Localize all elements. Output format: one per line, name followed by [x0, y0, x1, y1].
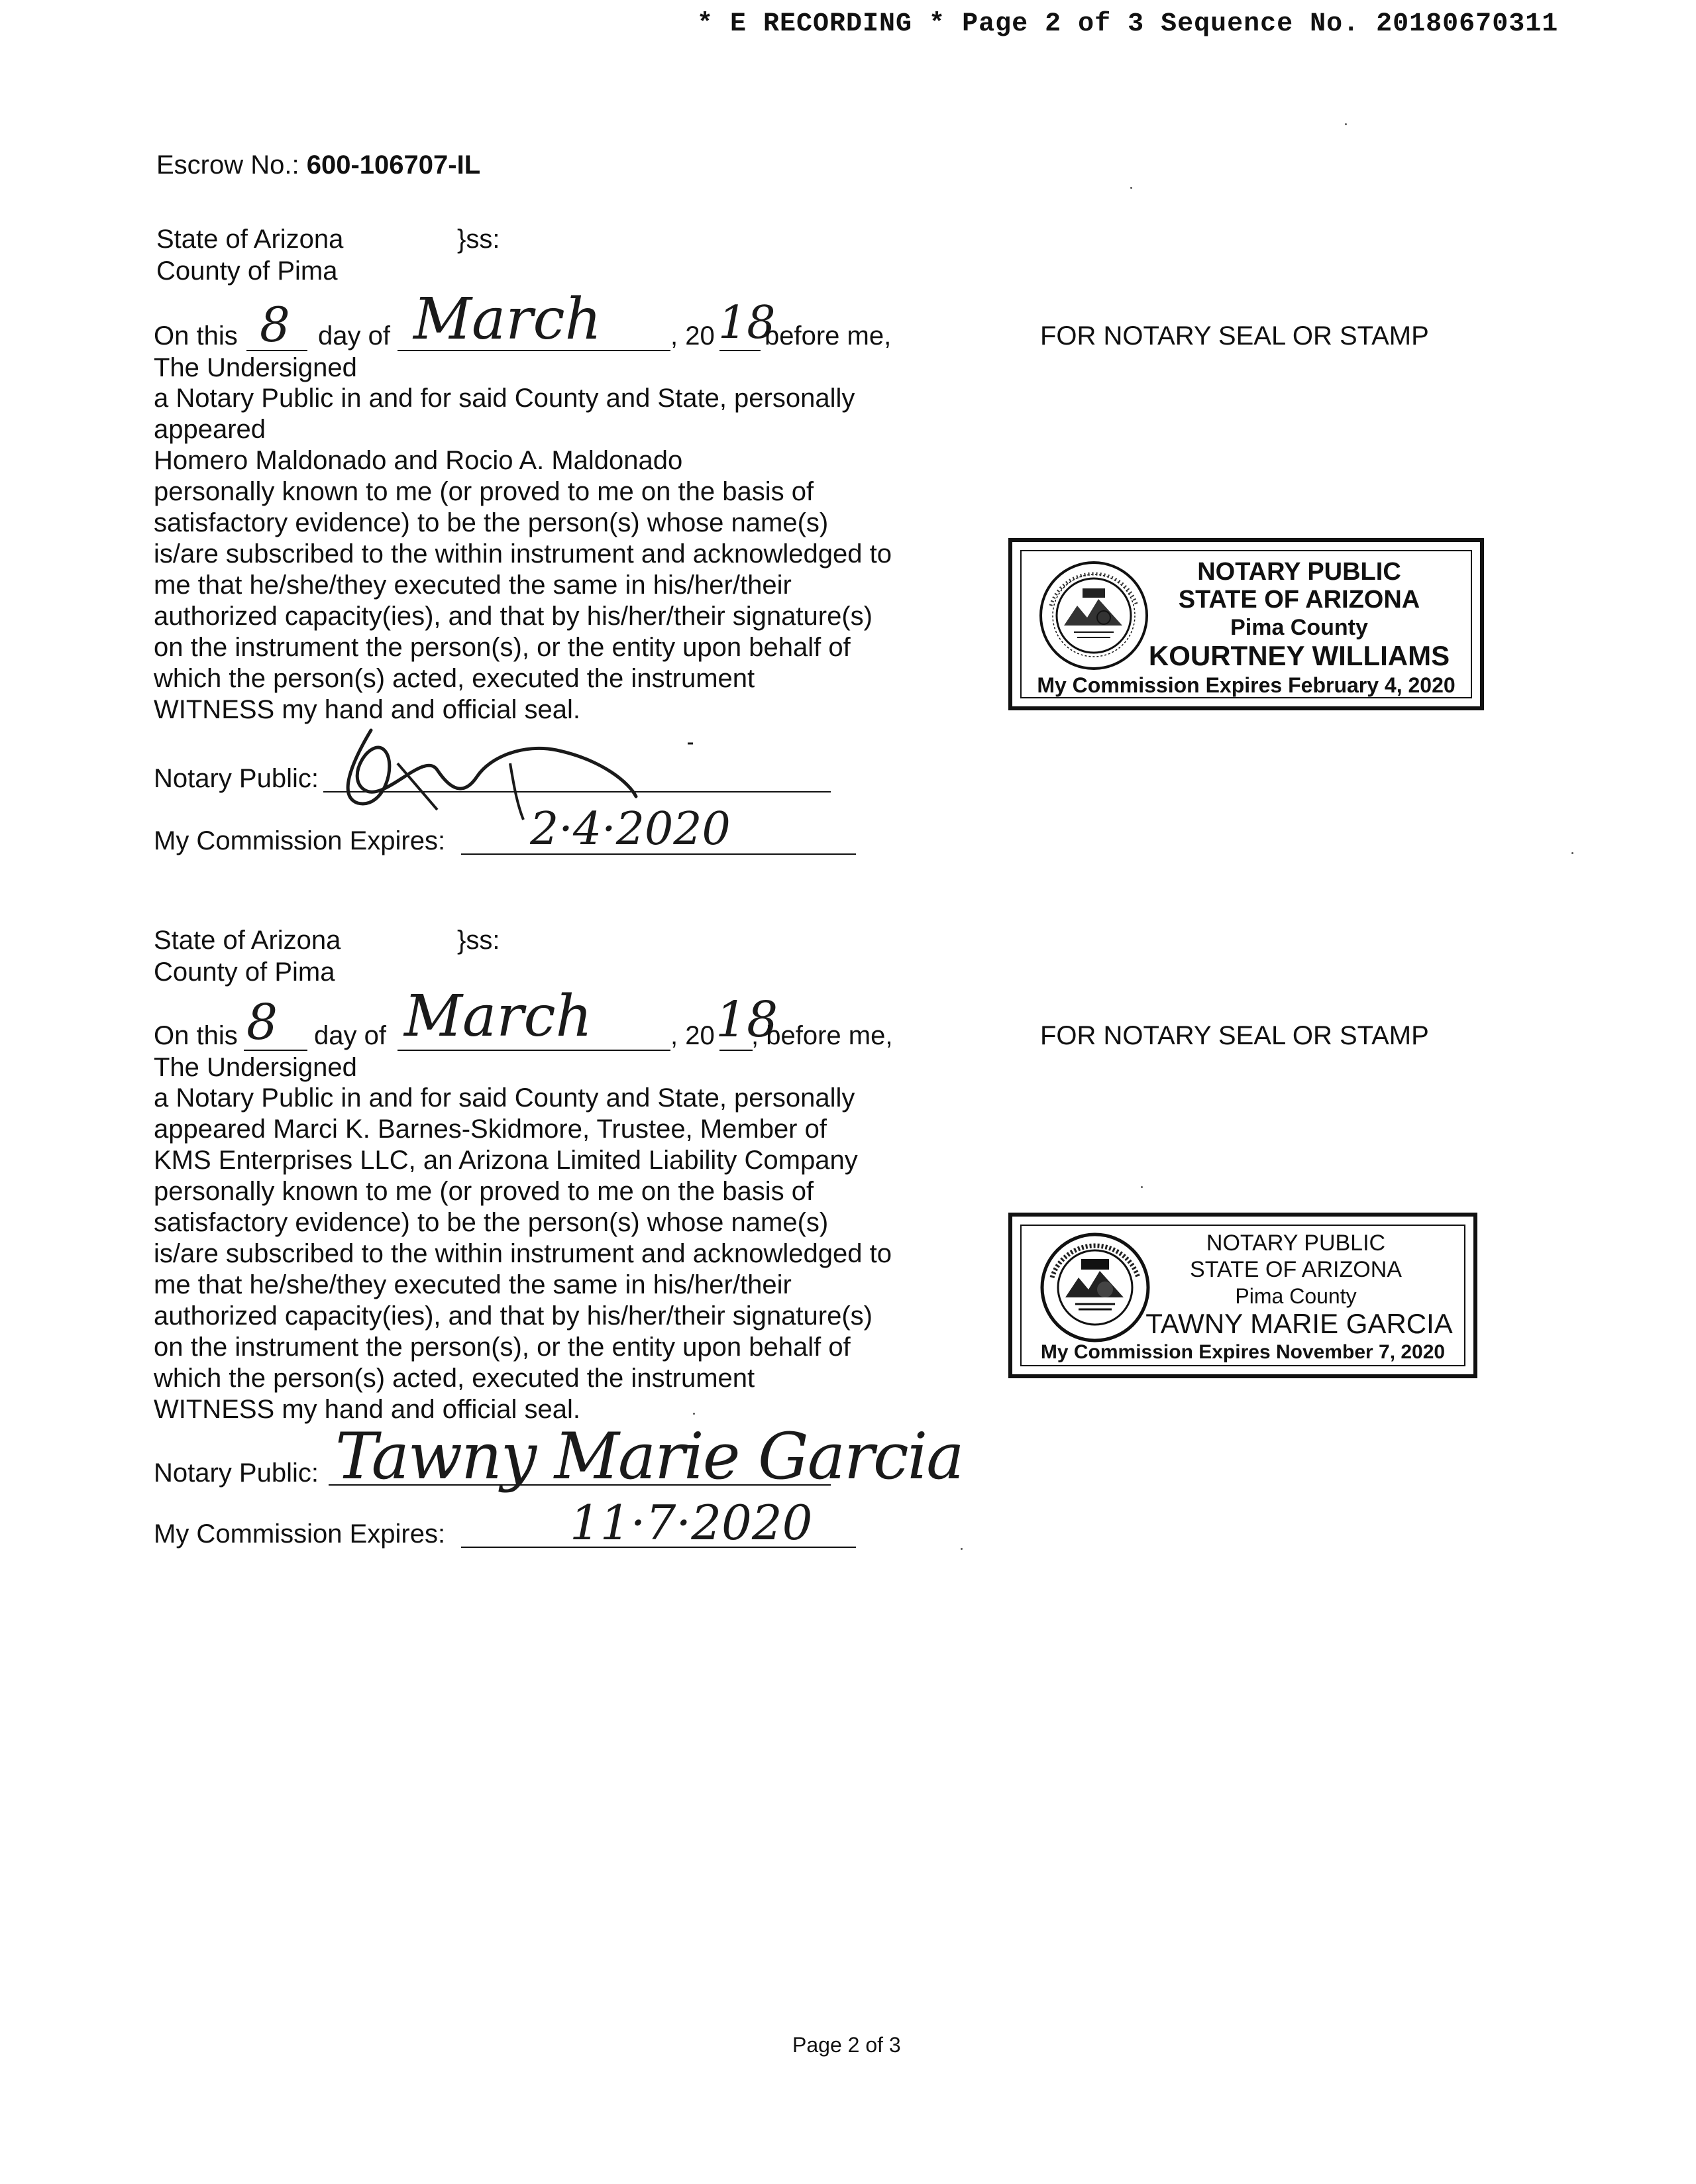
seal-placeholder: FOR NOTARY SEAL OR STAMP [1040, 321, 1429, 351]
scan-speck [1345, 123, 1347, 125]
year-handwritten: 18 [718, 297, 776, 349]
recording-header: * E RECORDING * Page 2 of 3 Sequence No. 20180670311 [697, 9, 1559, 39]
stamp-notary-name: KOURTNEY WILLIAMS [1148, 640, 1450, 671]
body-line: authorized capacity(ies), and that by his/her/their signature(s) [154, 1301, 873, 1331]
body-line: KMS Enterprises LLC, an Arizona Limited Liability Company [154, 1146, 858, 1175]
stamp-state: STATE OF ARIZONA [1178, 586, 1420, 614]
body-line: WITNESS my hand and official seal. [154, 695, 580, 724]
body-line: appeared [154, 415, 266, 444]
scan-speck [1141, 1186, 1143, 1188]
month-handwritten: March [404, 983, 592, 1050]
month-underline [398, 1050, 670, 1051]
body-line: satisfactory evidence) to be the person(s) whose name(s) [154, 1208, 829, 1237]
body-line: is/are subscribed to the within instrument and acknowledged to [154, 539, 892, 569]
scan-speck [961, 1548, 963, 1550]
on-this-label: On this [154, 321, 238, 351]
stamp-expires: My Commission Expires November 7, 2020 [1040, 1341, 1446, 1363]
year-prefix: , 20 [670, 1021, 715, 1050]
state-label: State of Arizona [156, 225, 344, 254]
notary-public-label: Notary Public: [154, 1458, 319, 1488]
expires-handwritten: 2·4·2020 [530, 803, 731, 855]
stamp-county: Pima County [1230, 615, 1368, 640]
stamp-expires: My Commission Expires February 4, 2020 [1037, 673, 1456, 697]
year-prefix: , 20 [670, 321, 715, 351]
notary-signature-handwritten: Tawny Marie Garcia [335, 1419, 963, 1494]
year-underline [719, 1050, 753, 1051]
body-line: a Notary Public in and for said County and State, personally [154, 1083, 855, 1113]
acknowledgment-body [154, 383, 935, 726]
county-label: County of Pima [154, 957, 335, 987]
body-line: personally known to me (or proved to me on the basis of [154, 1177, 814, 1206]
seal-placeholder: FOR NOTARY SEAL OR STAMP [1040, 1021, 1429, 1050]
stamp-county: Pima County [1235, 1284, 1357, 1308]
county-label: County of Pima [156, 256, 338, 286]
ss-label: }ss: [457, 225, 500, 254]
stamp-title: NOTARY PUBLIC [1206, 1230, 1386, 1256]
scan-speck [1571, 852, 1573, 854]
year-handwritten: 18 [716, 991, 778, 1048]
body-line: which the person(s) acted, executed the instrument [154, 1364, 755, 1393]
escrow-line [156, 150, 480, 181]
month-handwritten: March [413, 286, 602, 353]
before-me-label: before me, [765, 321, 892, 351]
scan-speck [693, 1413, 695, 1415]
body-line: satisfactory evidence) to be the person(s) whose name(s) [154, 508, 829, 537]
day-of-label: day of [314, 1021, 386, 1050]
body-line: me that he/she/they executed the same in his/her/their [154, 1270, 792, 1299]
escrow-label: Escrow No.: [156, 150, 299, 180]
body-line: me that he/she/they executed the same in his/her/their [154, 571, 792, 600]
year-underline [719, 350, 761, 351]
officer-label: The Undersigned [154, 1053, 357, 1082]
arizona-seal-icon [1037, 559, 1150, 672]
scan-speck [1130, 187, 1132, 189]
acknowledgment-body [154, 1083, 935, 1425]
expires-handwritten: 11·7·2020 [570, 1495, 813, 1551]
body-line: which the person(s) acted, executed the instrument [154, 664, 755, 693]
body-line: a Notary Public in and for said County and State, personally [154, 384, 855, 413]
officer-label: The Undersigned [154, 353, 357, 382]
stamp-title: NOTARY PUBLIC [1197, 558, 1401, 586]
before-me-label: , before me, [751, 1021, 893, 1050]
on-this-label: On this [154, 1021, 238, 1050]
notary-public-label: Notary Public: [154, 764, 319, 793]
commission-expires-label: My Commission Expires: [154, 826, 446, 855]
escrow-number: 600-106707-IL [306, 150, 481, 180]
day-handwritten: 8 [246, 994, 278, 1051]
state-label: State of Arizona [154, 926, 341, 955]
arizona-seal-icon [1039, 1231, 1151, 1344]
body-line: on the instrument the person(s), or the entity upon behalf of [154, 633, 851, 662]
body-line: WITNESS my hand and official seal. [154, 1395, 580, 1424]
ss-label: }ss: [457, 926, 500, 955]
notary-stamp [1008, 1213, 1477, 1378]
stamp-notary-name: TAWNY MARIE GARCIA [1145, 1308, 1453, 1339]
commission-expires-label: My Commission Expires: [154, 1519, 446, 1549]
page-number: Page 2 of 3 [792, 2033, 901, 2057]
notary-stamp [1008, 538, 1484, 710]
day-handwritten: 8 [260, 297, 290, 353]
body-line: authorized capacity(ies), and that by his/her/their signature(s) [154, 602, 873, 631]
body-line: appeared Marci K. Barnes-Skidmore, Trustee, Member of [154, 1115, 827, 1144]
stamp-state: STATE OF ARIZONA [1190, 1257, 1402, 1282]
body-line: on the instrument the person(s), or the entity upon behalf of [154, 1333, 851, 1362]
day-of-label: day of [318, 321, 390, 351]
body-line: Homero Maldonado and Rocio A. Maldonado [154, 446, 683, 475]
body-line: personally known to me (or proved to me on the basis of [154, 477, 814, 506]
body-line: is/are subscribed to the within instrument and acknowledged to [154, 1239, 892, 1268]
